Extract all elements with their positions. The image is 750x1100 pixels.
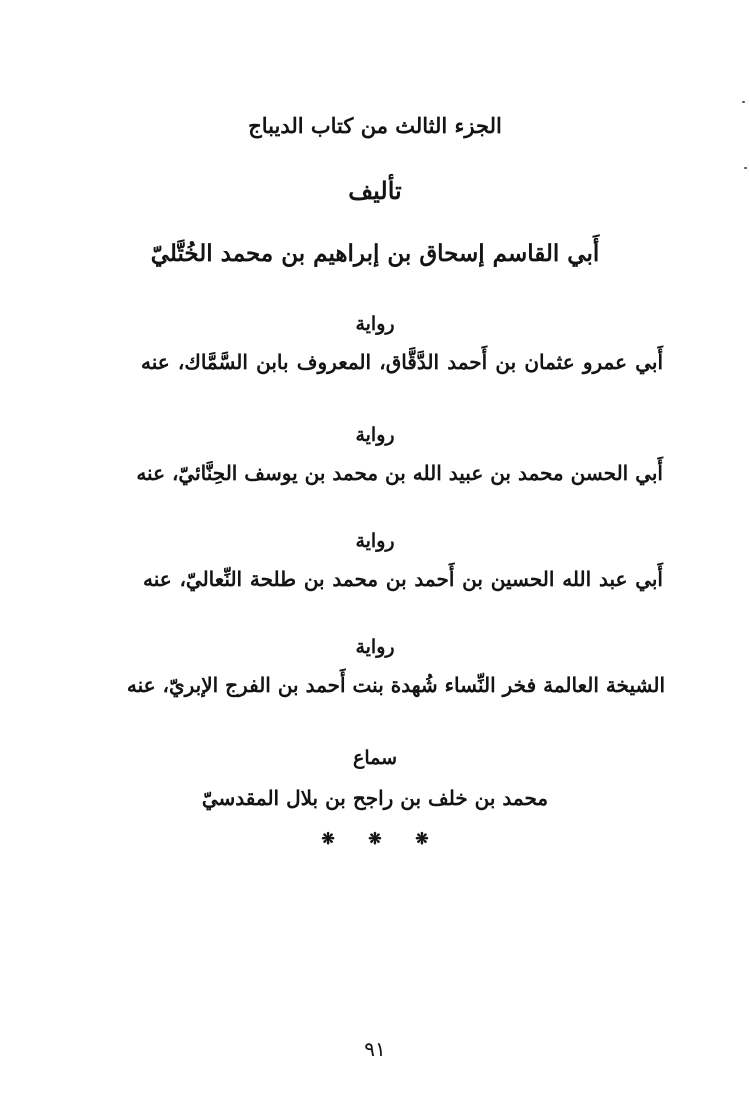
page-number: ٩١ (364, 1037, 386, 1061)
author-name: أَبي القاسم إسحاق بن إبراهيم بن محمد الخُتَّليّ (150, 240, 600, 267)
riwaya-label-2: رواية (355, 424, 395, 446)
scan-speck (744, 167, 747, 169)
ornament-star-icon: ❋ (368, 829, 382, 848)
scan-speck (742, 101, 745, 103)
riwaya-label-1: رواية (355, 313, 395, 335)
ornament-star-icon: ❋ (415, 829, 429, 848)
sama-name: محمد بن خلف بن راجح بن بلال المقدسيّ (201, 786, 549, 810)
transmitter-name-4: الشيخة العالمة فخر النِّساء شُهدة بنت أَحمد بن الفرج الإبريّ، عنه (126, 673, 665, 697)
transmitter-name-1: أَبي عمرو عثمان بن أَحمد الدَّقَّاق، المعروف بابن السَّمَّاك، عنه (141, 350, 663, 374)
authorship-heading: تأليف (348, 176, 402, 205)
transmitter-name-3: أَبي عبد الله الحسين بن أَحمد بن محمد بن طلحة النِّعاليّ، عنه (143, 567, 663, 591)
ornament-star-icon: ❋ (321, 829, 335, 848)
riwaya-label-4: رواية (355, 636, 395, 658)
sama-label: سماع (352, 747, 398, 769)
transmitter-name-2: أَبي الحسن محمد بن عبيد الله بن محمد بن يوسف الحِنَّائيّ، عنه (136, 461, 663, 485)
part-title: الجزء الثالث من كتاب الديباج (248, 113, 502, 138)
riwaya-label-3: رواية (355, 530, 395, 552)
section-ornament (0, 829, 750, 848)
